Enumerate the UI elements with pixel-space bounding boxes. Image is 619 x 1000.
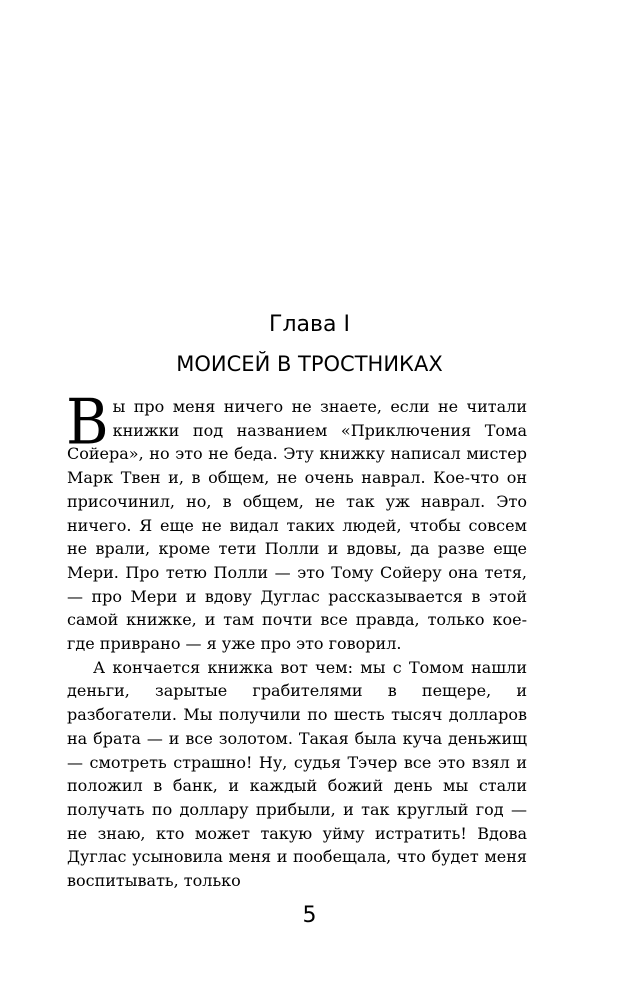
- paragraph-1-text: ы про меня ничего не знаете, если не читали книжки под названием «Приключения Тома Сойера», но это не беда. Эту книжку написал мистер Марк Твен и, в общем, не очень наврал. Кое-что он присочинил, но, в общем, не так уж наврал. Это ничего. Я еще не видал таких людей, чтобы совсем не врали, кроме тети Полли и вдовы, да разве еще Мери. Про тетю Полли — это Тому Сойеру она тетя, — про Мери и вдову Дуглас рассказывается в этой самой книжке, и там почти все правда, только кое-где приврано — я уже про это говорил.: [67, 397, 527, 654]
- body-text: [66, 385, 527, 893]
- paragraph-2: А кончается книжка вот чем: мы с Томом нашли деньги, зарытые грабителями в пещере, и разбогатели. Мы получили по шесть тысяч долларов на брата — и все золотом. Такая была куча деньжищ — смотреть страшно! Ну, судья Тэчер все это взял и положил в банк, и каждый божий день мы стали получать по доллару прибыли, и так круглый год — не знаю, кто может такую уйму истратить! Вдова Дуглас усыновила меня и пообещала, что будет меня воспитывать, только: [67, 657, 527, 891]
- drop-cap: В: [66, 385, 109, 459]
- paragraph-1: [66, 385, 527, 656]
- page-number: 5: [302, 903, 317, 928]
- chapter-label: Глава I: [269, 312, 350, 337]
- chapter-title: МОИСЕЙ В ТРОСТНИКАХ: [176, 352, 443, 376]
